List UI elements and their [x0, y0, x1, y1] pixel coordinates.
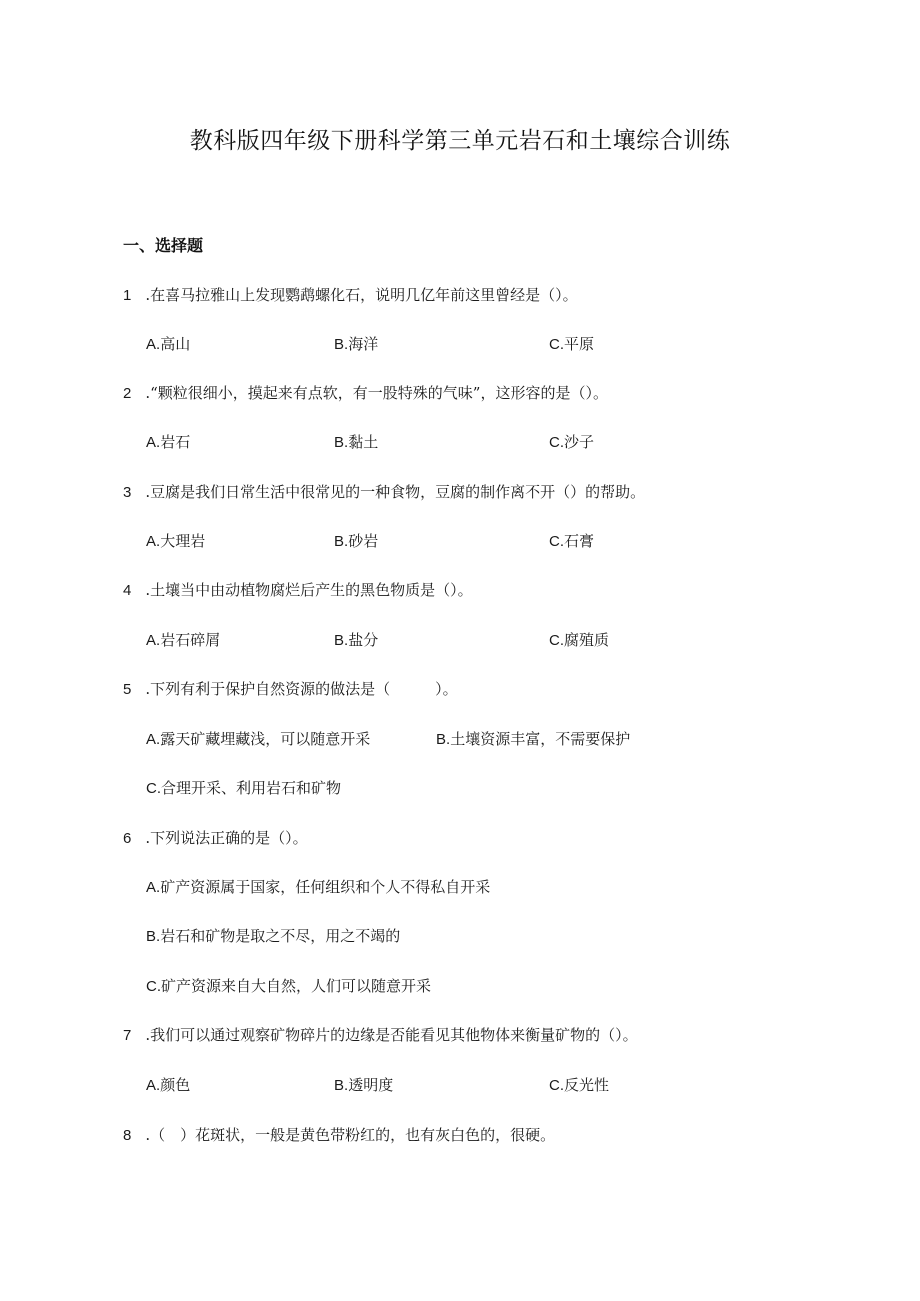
option-b: B.海洋 — [334, 335, 379, 353]
question-text: .（ ）花斑状，一般是黄色带粉红的，也有灰白色的，很硬。 — [145, 1126, 556, 1144]
option-a: A.颜色 — [146, 1076, 191, 1094]
question-number: 7 — [123, 1027, 132, 1044]
question-6 — [123, 828, 308, 849]
question-text: .下列有利于保护自然资源的做法是（ ）。 — [145, 680, 458, 698]
question-8 — [123, 1125, 555, 1146]
option-a: A.矿产资源属于国家，任何组织和个人不得私自开采 — [146, 878, 491, 896]
question-2 — [123, 383, 608, 404]
question-3 — [123, 482, 645, 503]
document-title: 教科版四年级下册科学第三单元岩石和土壤综合训练 — [189, 128, 731, 154]
option-c: C.矿产资源来自大自然，人们可以随意开采 — [146, 977, 432, 995]
question-number: 5 — [123, 681, 132, 698]
question-text: .我们可以通过观察矿物碎片的边缘是否能看见其他物体来衡量矿物的（）。 — [145, 1026, 638, 1044]
question-number: 6 — [123, 830, 132, 847]
question-number: 2 — [123, 385, 132, 402]
option-c: C.石膏 — [549, 532, 595, 550]
question-text: .土壤当中由动植物腐烂后产生的黑色物质是（）。 — [145, 581, 473, 599]
option-a: A.岩石 — [146, 433, 191, 451]
question-number: 1 — [123, 287, 132, 304]
option-a: A.岩石碎屑 — [146, 631, 221, 649]
option-c: C.平原 — [549, 335, 595, 353]
question-number: 4 — [123, 582, 132, 599]
option-b: B.砂岩 — [334, 532, 379, 550]
option-c: C.合理开采、利用岩石和矿物 — [146, 779, 342, 797]
option-b: B.黏土 — [334, 433, 379, 451]
question-4 — [123, 580, 473, 601]
option-c: C.沙子 — [549, 433, 595, 451]
question-text: .下列说法正确的是（）。 — [145, 829, 308, 847]
option-b: B.土壤资源丰富，不需要保护 — [436, 730, 631, 748]
question-number: 3 — [123, 484, 132, 501]
question-text: .“颗粒很细小，摸起来有点软，有一股特殊的气味”，这形容的是（）。 — [145, 384, 608, 402]
question-7 — [123, 1025, 638, 1046]
question-number: 8 — [123, 1127, 132, 1144]
option-b: B.岩石和矿物是取之不尽，用之不竭的 — [146, 927, 401, 945]
section-heading: 一、选择题 — [123, 236, 204, 255]
question-text: .豆腐是我们日常生活中很常见的一种食物，豆腐的制作离不开（）的帮助。 — [145, 483, 646, 501]
question-1 — [123, 285, 578, 306]
option-a: A.高山 — [146, 335, 191, 353]
option-b: B.透明度 — [334, 1076, 394, 1094]
question-text: .在喜马拉雅山上发现鹦鹉螺化石，说明几亿年前这里曾经是（）。 — [145, 286, 578, 304]
option-c: C.腐殖质 — [549, 631, 610, 649]
option-a: A.露天矿藏埋藏浅，可以随意开采 — [146, 730, 371, 748]
option-a: A.大理岩 — [146, 532, 206, 550]
option-b: B.盐分 — [334, 631, 379, 649]
question-5 — [123, 679, 458, 700]
option-c: C.反光性 — [549, 1076, 610, 1094]
